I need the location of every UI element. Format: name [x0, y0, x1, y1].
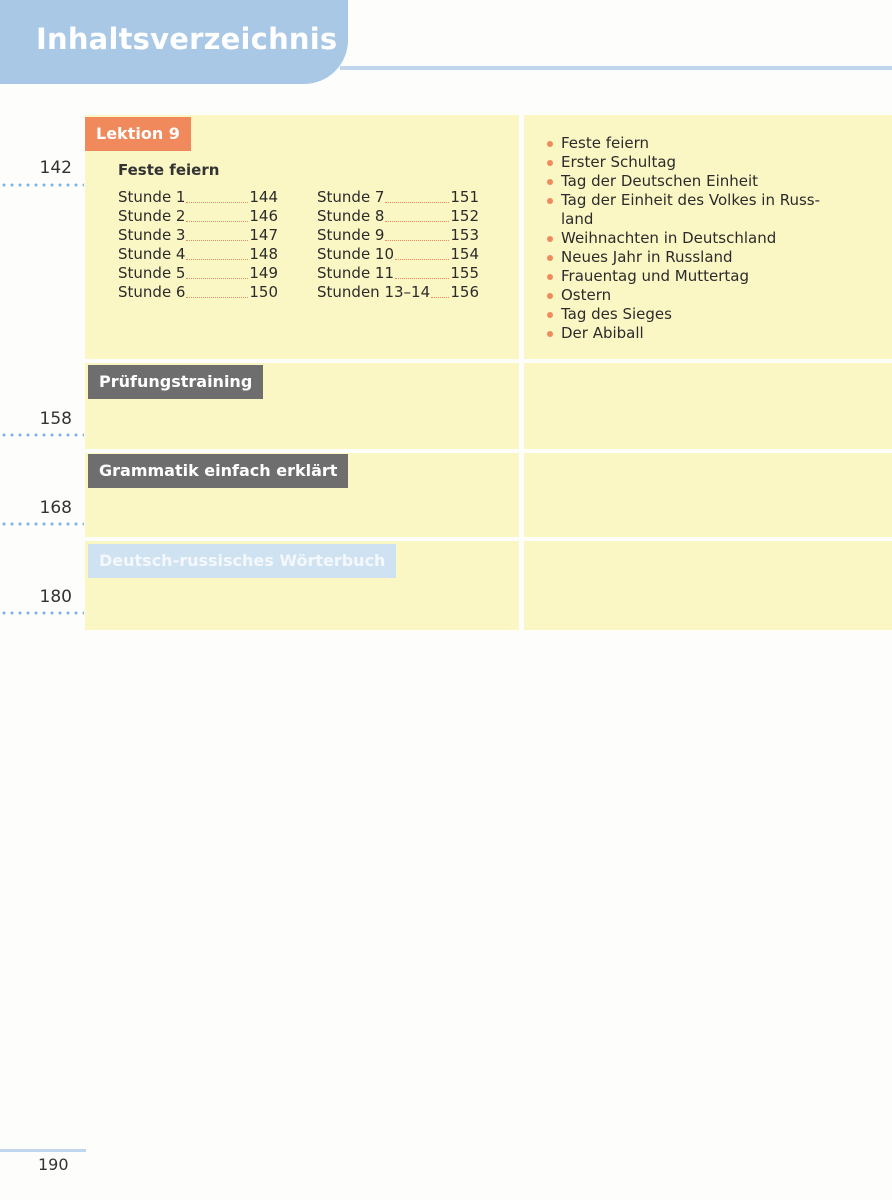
lesson-entry[interactable]: Stunde 7 151	[317, 188, 479, 206]
topic-item: Tag der Einheit des Volkes in Russ-	[545, 191, 855, 210]
topic-item: Ostern	[545, 286, 855, 305]
section-label-pruefungstraining[interactable]: Prüfungstraining	[88, 365, 263, 399]
topics-list	[545, 134, 855, 343]
topic-item: Neues Jahr in Russland	[545, 248, 855, 267]
topic-item: Tag der Deutschen Einheit	[545, 172, 855, 191]
bullet-icon	[547, 198, 553, 204]
bullet-icon	[547, 255, 553, 261]
lesson-list-left	[118, 188, 278, 302]
footer-page-number: 190	[38, 1155, 69, 1174]
dotted-leader	[0, 611, 84, 615]
footer-rule	[0, 1149, 86, 1152]
dotted-leader	[0, 183, 84, 187]
lesson-entry[interactable]: Stunde 6 150	[118, 283, 278, 301]
lesson-entry[interactable]: Stunde 4 148	[118, 245, 278, 263]
section-cell-right	[524, 453, 892, 537]
section-label-woerterbuch[interactable]: Deutsch-russisches Wörterbuch	[88, 544, 396, 578]
page-title: Inhaltsverzeichnis	[36, 22, 338, 56]
topic-item: Weihnachten in Deutschland	[545, 229, 855, 248]
bullet-icon	[547, 312, 553, 318]
bullet-icon	[547, 160, 553, 166]
dotted-leader	[0, 433, 84, 437]
topic-item: Tag des Sieges	[545, 305, 855, 324]
bullet-icon	[547, 179, 553, 185]
section-page-number: 168	[39, 498, 72, 518]
bullet-icon	[547, 274, 553, 280]
section-page-number: 180	[39, 587, 72, 607]
topic-item-continuation: land	[561, 210, 594, 228]
lesson-title: Feste feiern	[118, 161, 220, 179]
section-label-grammatik[interactable]: Grammatik einfach erklärt	[88, 454, 348, 488]
topic-item: Feste feiern	[545, 134, 855, 153]
bullet-icon	[547, 236, 553, 242]
lesson-entry[interactable]: Stunde 9 153	[317, 226, 479, 244]
lesson-entry[interactable]: Stunde 1 144	[118, 188, 278, 206]
topic-item: Der Abiball	[545, 324, 855, 343]
topic-item: Erster Schultag	[545, 153, 855, 172]
topic-item: Frauentag und Muttertag	[545, 267, 855, 286]
lesson-entry[interactable]: Stunde 3 147	[118, 226, 278, 244]
section-cell-right	[524, 541, 892, 630]
bullet-icon	[547, 141, 553, 147]
lesson-entry[interactable]: Stunde 10 154	[317, 245, 479, 263]
lesson-entry[interactable]: Stunde 5 149	[118, 264, 278, 282]
lesson-entry[interactable]: Stunde 2 146	[118, 207, 278, 225]
section-label-lektion[interactable]: Lektion 9	[85, 117, 191, 151]
bullet-icon	[547, 293, 553, 299]
header-rule	[340, 66, 892, 70]
bullet-icon	[547, 331, 553, 337]
lesson-list-right	[317, 188, 479, 302]
lesson-entry[interactable]: Stunde 8 152	[317, 207, 479, 225]
lesson-entry[interactable]: Stunden 13–14 156	[317, 283, 479, 301]
dotted-leader	[0, 522, 84, 526]
section-page-number: 142	[39, 158, 72, 178]
section-page-number: 158	[39, 409, 72, 429]
lesson-entry[interactable]: Stunde 11 155	[317, 264, 479, 282]
section-cell-right	[524, 363, 892, 449]
